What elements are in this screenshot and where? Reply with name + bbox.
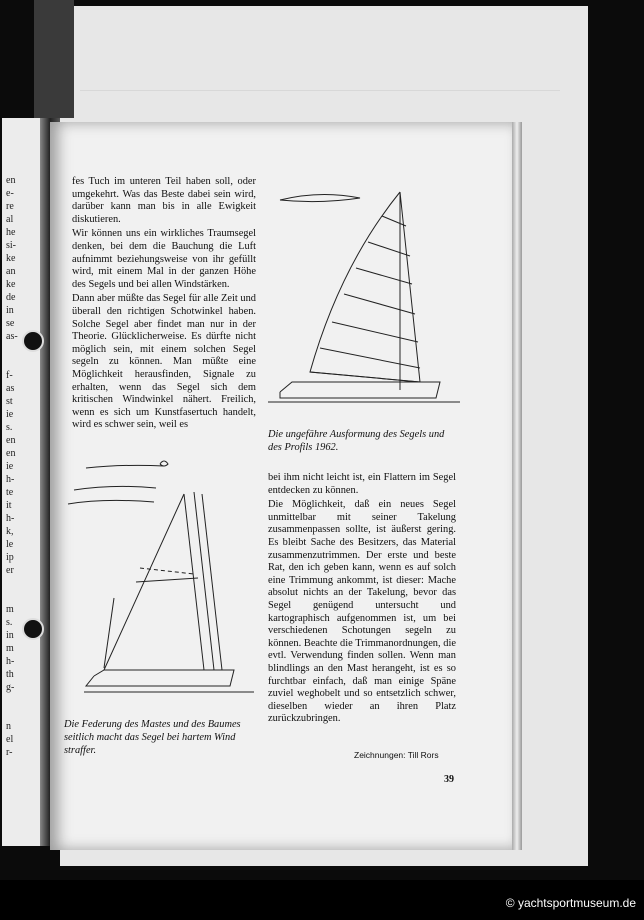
left-page-text-fragment: he [6,227,16,238]
text-column-right [268,472,456,728]
left-page-text-fragment: r- [6,747,13,758]
left-page-text-fragment: n [6,721,11,732]
left-page-text-fragment: se [6,318,15,329]
left-page-text-fragment: re [6,201,14,212]
left-page-text-fragment: as- [6,331,18,342]
sail-seam [368,242,410,256]
boom-profile-line [74,486,156,490]
left-page-text-fragment: in [6,630,14,641]
sail-outline [310,192,420,382]
left-page-text-fragment: ie [6,461,14,472]
left-page-text-fragment: s. [6,617,13,628]
paragraph: Dann aber müßte das Segel für alle Zeit und überall den richtigen Schotwinkel haben. Solche Segel aber findet man nur in der Theorie. Glücklicherweise. Es dürfte nicht möglich sein, mit einem solchen Segel segeln zu können. Man müßte eine Möglichkeit herausfinden, Signale zu erhalten, wenn das Segel sich dem kritischen Windwinkel nähert. Freilich, wenn es sich um Kunstfasertuch handelt, wird es schwer sein, weil es [72,293,256,431]
left-page-text-fragment: er [6,565,14,576]
hull-outline [280,382,440,398]
jib-line [104,598,114,668]
left-page-text-fragment: te [6,487,14,498]
left-page-text-fragment: le [6,539,14,550]
left-page-text-fragment: s. [6,422,13,433]
left-page-text-fragment: in [6,305,14,316]
left-page-text-fragment: h- [6,474,15,485]
illustration-credit: Zeichnungen: Till Rors [354,750,439,760]
sail-leech [184,494,204,670]
left-page-text-fragment: m [6,604,14,615]
page-39 [50,122,512,850]
mast-line [202,494,222,670]
mast-profile-line [86,465,164,468]
watermark: © yachtsportmuseum.de [505,896,636,910]
left-page-text-fragment: ip [6,552,14,563]
caption-bottom-left: Die Federung des Mastes und des Baumes seitlich macht das Segel bei hartem Wind straffer. [64,719,241,756]
left-page-text-fragment: ie [6,409,14,420]
left-page-text-fragment: as [6,383,15,394]
page-number: 39 [444,774,454,785]
left-page-text-fragment: si- [6,240,16,251]
sail-seam [356,268,412,284]
text-column-left [72,176,256,434]
caption-top-right: Die ungefähre Ausformung des Segels und des Profils 1962. [268,429,445,453]
sail-profile-figure-1962 [260,186,460,414]
binder-ring-icon [22,330,44,352]
paragraph: Die Möglichkeit, daß ein neues Segel unmittelbar mit seiner Takelung zusammenpassen sollte, ist äußerst gering. Es bleibt Sache des Besitzers, das Material zusammenzutrimmen. Der erste und beste Rat, den ich geben kann, wenn es auf solch eine Trimmung ankommt, ist dieser: Mache absolut nichts an der Takelung, bevor das Segel genügend untersucht und kartographisch aufgenommen ist, um bei verschiedenen Schotungen segeln zu können. Beachte die Trimmanordnungen, die evtl. Verwendung finden sollen. Wenn man blindlings an den Mast herangeht, ist es so furchtbar einfach, daß man einige Späne zuviel weghobelt und so entsetzlich schwer, dieselben wieder an ihren Platz zurückzubringen. [268,499,456,725]
left-page-text-fragment: en [6,435,16,446]
mast-line [194,492,214,670]
left-page-text-fragment: de [6,292,16,303]
left-page-text-fragment: f- [6,370,13,381]
left-page-text-fragment: th [6,669,14,680]
hull-outline [86,670,234,686]
sail-seam [344,294,415,314]
left-page-text-fragment: m [6,643,14,654]
background-page-bleed-line [80,60,560,91]
book-spine [34,0,74,118]
left-page-text-fragment: k, [6,526,14,537]
binder-ring-icon [22,618,44,640]
left-page-text-fragment: ke [6,253,16,264]
left-page-text-fragment: en [6,175,16,186]
left-page-text-fragment: en [6,448,16,459]
sail-profile-outline [280,194,360,201]
page-edge-stack [512,122,522,850]
sail-luff [104,494,184,670]
left-page-text-fragment: g- [6,682,15,693]
paragraph: bei ihm nicht leicht ist, ein Flattern im Segel entdecken zu können. [268,472,456,496]
mast-boom-flex-figure [64,458,264,708]
left-page-text-fragment: h- [6,656,15,667]
boom-profile-line [68,500,154,504]
left-page-text-fragment: h- [6,513,15,524]
left-page-text-fragment: al [6,214,14,225]
left-page-text-fragment: el [6,734,14,745]
sail-seam [332,322,418,342]
boom-line [310,372,420,382]
sail-seam [320,348,420,368]
mast-profile-curl [160,461,168,466]
paragraph: Wir können uns ein wirkliches Traumsegel denken, bei dem die Bauchung die Luft aufnimmt beziehungsweise von ihr gefüllt wird, mit einem Mal in der ganzen Höhe des Segels und bei allen Windstärken. [72,228,256,290]
left-page-text-fragment: e- [6,188,14,199]
paragraph: fes Tuch im unteren Teil haben soll, oder umgekehrt. Was das Beste dabei sein wird, darüber kann man bis in alle Ewigkeit diskutieren. [72,176,256,225]
left-page-text-fragment: an [6,266,16,277]
left-page-text-fragment: ke [6,279,16,290]
left-page-text-fragment: st [6,396,13,407]
left-page-text-fragment: it [6,500,12,511]
